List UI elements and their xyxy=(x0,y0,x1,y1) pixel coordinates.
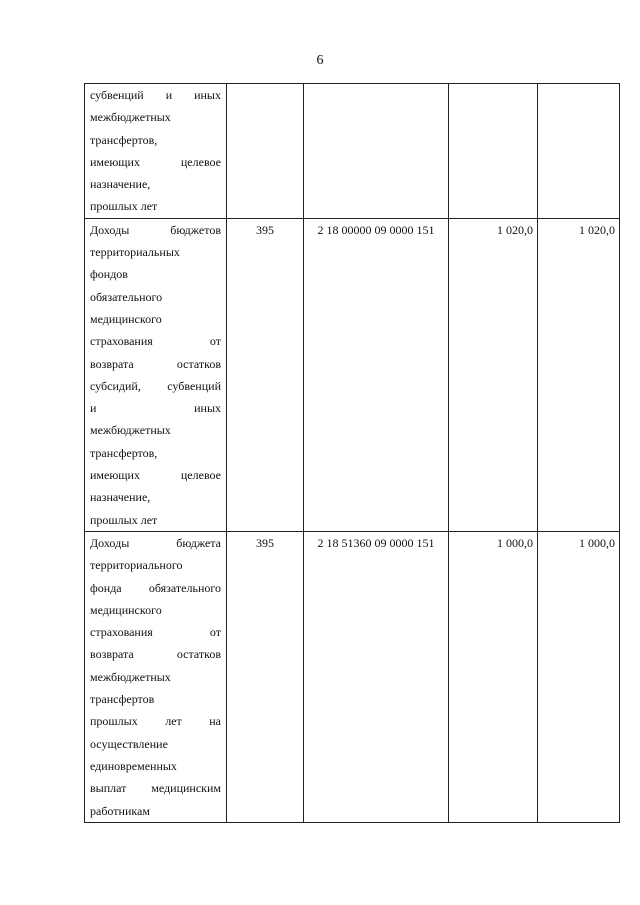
admin-code-cell: 395 xyxy=(227,531,304,822)
budget-table xyxy=(84,83,620,823)
table-row xyxy=(85,84,620,219)
description-line: медицинского xyxy=(90,602,162,617)
admin-code-cell: 395 xyxy=(227,218,304,531)
description-cell xyxy=(85,531,227,822)
description-line: Доходы бюджетов xyxy=(90,222,221,237)
description-cell xyxy=(85,218,227,531)
description-line: осуществление xyxy=(90,736,168,751)
table-body xyxy=(85,84,620,823)
amount-plan-cell: 1 020,0 xyxy=(449,218,538,531)
amount-plan-cell xyxy=(449,84,538,219)
description-line: имеющих целевое xyxy=(90,468,221,483)
description-line: трансфертов, xyxy=(90,132,158,147)
description-line: фондов xyxy=(90,267,128,282)
classification-code-cell: 2 18 00000 09 0000 151 xyxy=(304,218,449,531)
table-row xyxy=(85,531,620,822)
description-line: выплат медицинским xyxy=(90,781,221,796)
description-line: возврата остатков xyxy=(90,356,221,371)
amount-actual-cell xyxy=(538,84,620,219)
description-line: имеющих целевое xyxy=(90,154,221,169)
description-line: назначение, xyxy=(90,177,151,192)
description-line: медицинского xyxy=(90,311,162,326)
description-line: назначение, xyxy=(90,490,151,505)
description-line: фонда обязательного xyxy=(90,580,221,595)
amount-plan-cell: 1 000,0 xyxy=(449,531,538,822)
classification-code-cell xyxy=(304,84,449,219)
description-cell xyxy=(85,84,227,219)
amount-actual-cell: 1 020,0 xyxy=(538,218,620,531)
description-line: субвенций и иных xyxy=(90,88,221,102)
description-line: страхования от xyxy=(90,625,221,640)
description-line: межбюджетных xyxy=(90,669,171,684)
description-line: возврата остатков xyxy=(90,647,221,662)
description-line: страхования от xyxy=(90,334,221,349)
description-line: прошлых лет на xyxy=(90,714,221,729)
table-row xyxy=(85,218,620,531)
description-line: и иных xyxy=(90,401,221,416)
page-number: 6 xyxy=(316,53,324,68)
description-line: обязательного xyxy=(90,289,163,304)
description-line: территориального xyxy=(90,558,183,573)
description-line: прошлых лет xyxy=(90,199,158,214)
admin-code-cell xyxy=(227,84,304,219)
description-line: прошлых лет xyxy=(90,512,158,527)
description-line: территориальных xyxy=(90,245,180,260)
description-line: трансфертов xyxy=(90,692,155,707)
description-line: единовременных xyxy=(90,758,177,773)
description-line: Доходы бюджета xyxy=(90,535,221,550)
description-line: субсидий, субвенций xyxy=(90,378,221,393)
description-line: межбюджетных xyxy=(90,110,171,125)
description-line: работникам xyxy=(90,803,150,818)
description-line: межбюджетных xyxy=(90,423,171,438)
classification-code-cell: 2 18 51360 09 0000 151 xyxy=(304,531,449,822)
description-line: трансфертов, xyxy=(90,445,158,460)
amount-actual-cell: 1 000,0 xyxy=(538,531,620,822)
